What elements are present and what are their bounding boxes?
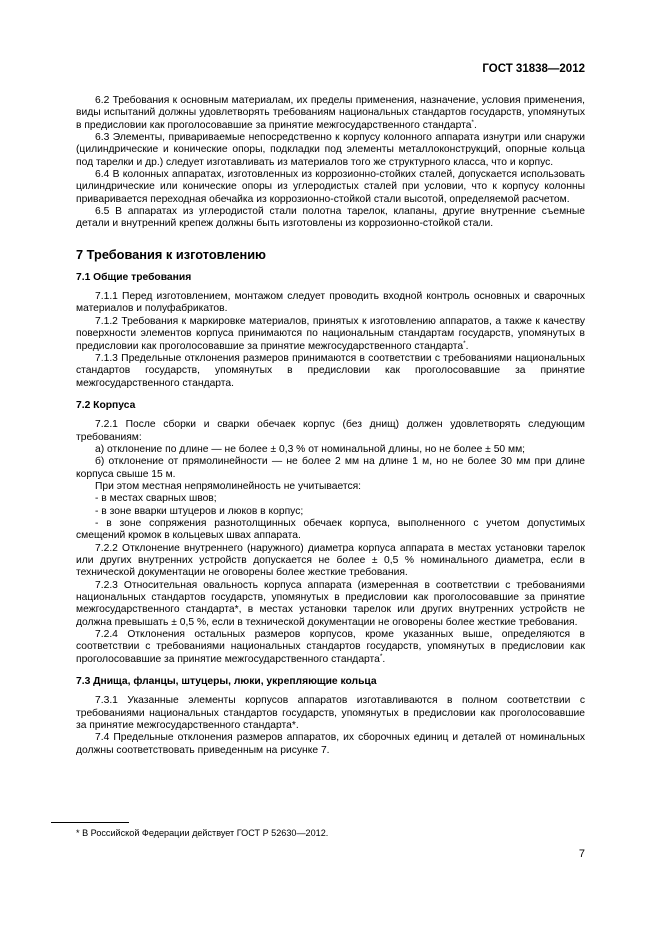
shell-requirements-paragraphs [76, 419, 585, 666]
paragraph [76, 444, 585, 456]
paragraph [76, 695, 585, 732]
page-content [76, 95, 585, 757]
paragraph-tail: . [473, 119, 477, 131]
paragraph-text: 7.2.4 Отклонения остальных размеров корпусов, кроме указанных выше, определяются в соответствии с требованиями национальных стандартов государств, упомянутых в предисловии как проголосовавшие за принятие межгосударственного стандарта [76, 629, 585, 665]
paragraph-text: 7.1.2 Требования к маркировке материалов, принятых к изготовлению аппаратов, а также к качеству поверхности элементов корпуса принимаются по национальным стандартам государств, упомянутых в предисловии как проголосовавшие за принятие межгосударственного стандарта [76, 315, 585, 352]
paragraph-text: 6.3 Элементы, привариваемые непосредственно к корпусу колонного аппарата изнутри или снаружи (цилиндрические и конические опоры, подкладки под элементы металлоконструкций, опорные кольца под тарелки и др.) следует изготавливать из материалов того же структурного класса, что и корпус. [76, 132, 585, 168]
subsection-title-heads: 7.3 Днища, фланцы, штуцеры, люки, укрепляющие кольца [76, 676, 377, 688]
paragraph [76, 518, 585, 543]
paragraph-text: 7.2.3 Относительная овальность корпуса аппарата (измеренная в соответствии с требованиями национальных стандартов государств, упомянутых в предисловии как проголосовавшие за принятие межгосударственного стандарта*, в местах установки тарелок или других внутренних устройств не должна превышать ± 0,5 %, если в технической документации не оговорены более жесткие требования. [76, 579, 585, 628]
footnote-marker: * [379, 652, 383, 660]
footnote-divider [51, 822, 129, 823]
paragraph [76, 353, 585, 390]
paragraph-text: - в зоне вварки штуцеров и люков в корпус; [95, 505, 304, 517]
paragraph [76, 291, 585, 316]
paragraph-text: а) отклонение по длине — не более ± 0,3 % от номинальной длины, но не более ± 50 мм; [95, 443, 526, 455]
subsection-title-general: 7.1 Общие требования [76, 271, 192, 283]
paragraph-tail: . [382, 653, 386, 665]
materials-paragraphs [76, 95, 585, 231]
paragraph [76, 456, 585, 481]
subsection-title-shells: 7.2 Корпуса [76, 399, 136, 411]
paragraph-text: 6.2 Требования к основным материалам, их пределы применения, назначение, условия применения, виды испытаний должны удовлетворять требованиям национальных стандартов государств, упомянутых в предисловии как проголосовавшие за принятие межгосударственного стандарта [76, 95, 585, 131]
paragraph [76, 732, 585, 757]
footnote-marker: * [463, 339, 466, 347]
paragraph-text: 7.1.1 Перед изготовлением, монтажом следует проводить входной контроль основных и сварочных материалов и полуфабрикатов. [76, 291, 585, 315]
paragraph-text: 6.5 В аппаратах из углеродистой стали полотна тарелок, клапаны, другие внутренние съемные детали и внутренний крепеж должны быть изготовлены из коррозионно-стойкой стали. [76, 206, 585, 230]
paragraph-text: 6.4 В колонных аппаратах, изготовленных из коррозионно-стойких сталей, допускается использовать цилиндрические или конические опоры из углеродистых сталей при условии, что к корпусу колонны приваривается переходная обечайка из коррозионно-стойкой стали высотой, определяемой расчетом. [76, 169, 585, 205]
paragraph-text: 7.4 Предельные отклонения размеров аппаратов, их сборочных единиц и деталей от номинальных должны соответствовать приведенным на рисунке 7. [76, 732, 585, 756]
paragraph [76, 132, 585, 169]
paragraph-text: б) отклонение от прямолинейности — не более 2 мм на длине 1 м, но не более 30 мм при длине корпуса свыше 15 м. [76, 456, 585, 480]
section-title: 7 Требования к изготовлению [76, 246, 266, 262]
paragraph-text: При этом местная непрямолинейность не учитывается: [95, 480, 362, 492]
heads-requirements-paragraphs [76, 695, 585, 757]
paragraph-text: 7.2.1 После сборки и сварки обечаек корпус (без днищ) должен удовлетворять следующим требованиям: [76, 419, 585, 443]
paragraph-tail: . [465, 340, 469, 352]
general-requirements-paragraphs [76, 291, 585, 390]
paragraph-text: - в местах сварных швов; [95, 493, 217, 505]
paragraph [76, 169, 585, 206]
paragraph-text: 7.3.1 Указанные элементы корпусов аппаратов изготавливаются в полном соответствии с требованиями национальных стандартов государств, упомянутых в предисловии как проголосовавшие за принятие межгосударственного стандарта*. [76, 695, 585, 732]
footnote: * В Российской Федерации действует ГОСТ Р 52630—2012. [76, 828, 329, 838]
paragraph [76, 419, 585, 444]
footnote-marker: * [471, 118, 474, 126]
paragraph [76, 506, 585, 518]
page-number: 7 [578, 848, 585, 860]
paragraph [76, 481, 585, 493]
paragraph-text: - в зоне сопряжения разнотолщинных обечаек корпуса, выполненного с учетом допустимых смещений кромок в кольцевых швах аппарата. [76, 517, 585, 542]
paragraph [76, 95, 585, 132]
paragraph-text: 7.2.2 Отклонение внутреннего (наружного) диаметра корпуса аппарата в местах установки тарелок или других внутренних устройств допускается не более ± 0,5 % номинального диаметра, если в технической документации не оговорены более жесткие требования. [76, 542, 585, 579]
paragraph [76, 543, 585, 580]
paragraph [76, 580, 585, 629]
paragraph-text: 7.1.3 Предельные отклонения размеров принимаются в соответствии с требованиями национальных стандартов государств, упомянутых в предисловии как проголосовавшие за принятие межгосударственного стандарта. [76, 352, 585, 389]
standard-header: ГОСТ 31838—2012 [482, 63, 585, 75]
paragraph [76, 206, 585, 231]
paragraph [76, 493, 585, 505]
paragraph [76, 316, 585, 353]
paragraph [76, 629, 585, 666]
